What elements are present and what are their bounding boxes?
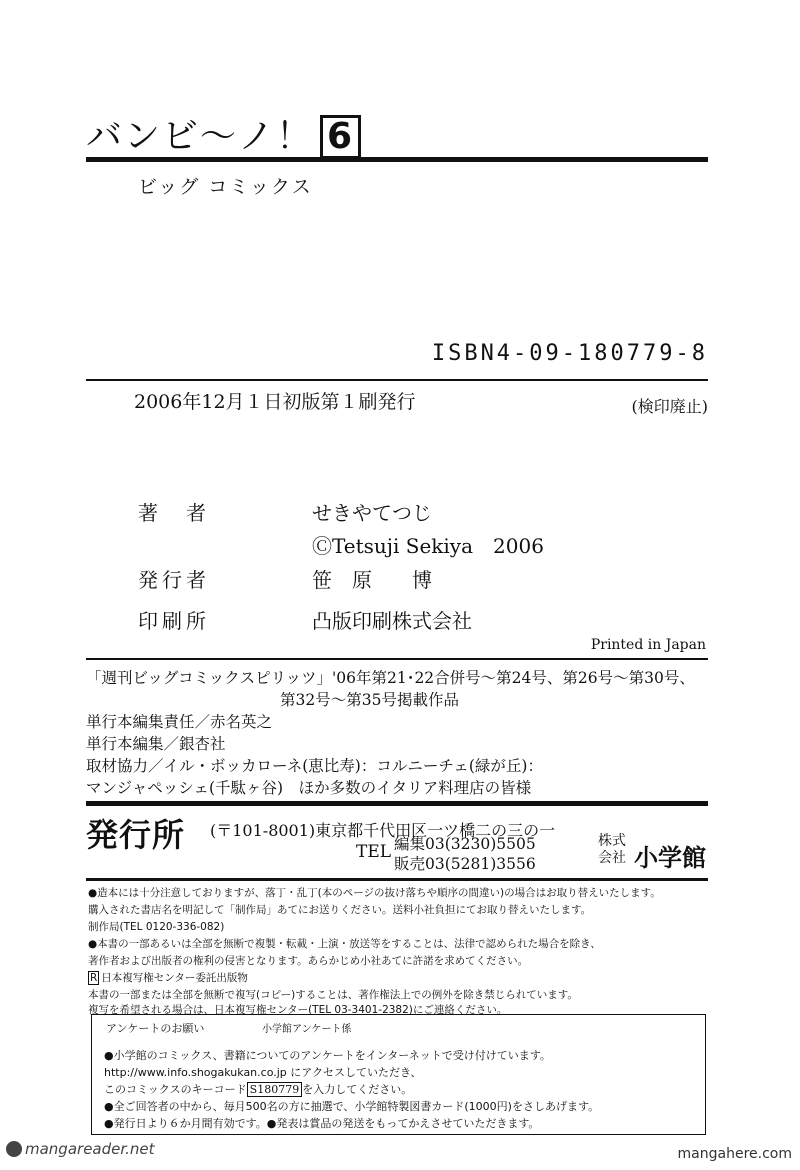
- research-cooperation-cont: マンジャペッシェ(千駄ヶ谷) ほか多数のイタリア料理店の皆様: [86, 779, 532, 797]
- keycode-suffix: を入力してください。: [302, 1083, 413, 1096]
- watermark-logo-icon: [6, 1141, 22, 1157]
- volume-number: 6: [320, 115, 361, 159]
- printer-name: 凸版印刷株式会社: [312, 609, 472, 633]
- printer-label: 印刷所: [138, 609, 210, 633]
- editor-in-charge: 単行本編集責任／赤名英之: [86, 713, 273, 731]
- copyright-notice-cont: 著作者および出版者の権利の侵害となります。あらかじめ小社あてに許諾を求めてください。: [88, 955, 529, 967]
- tel-sales: 販売03(5281)3556: [394, 855, 536, 873]
- publisher-name: 小学館: [634, 844, 706, 872]
- series-name: ビッグ コミックス: [138, 176, 313, 198]
- printed-rule: [86, 658, 708, 660]
- copyright-notice: ●本書の一部あるいは全部を無断で複製・転載・上演・放送等をすることは、法律で認められた場合を除き、: [88, 938, 601, 950]
- survey-title: アンケートのお願い: [106, 1022, 205, 1035]
- editorial-office: 単行本編集／銀杏社: [86, 735, 226, 753]
- first-edition-date: 2006年12月１日初版第１刷発行: [134, 391, 416, 413]
- production-contact: 制作局(TEL 0120-336-082): [88, 921, 225, 933]
- corporate-type: [598, 833, 626, 867]
- corporate-type-line2: 会社: [598, 850, 626, 866]
- copyright-line: ⒸTetsuji Sekiya 2006: [312, 534, 544, 558]
- photocopy-notice-cont: 複写を希望される場合は、日本複写権センター(TEL 03-3401-2382)にご連絡ください。: [88, 1004, 508, 1016]
- publisher-address: (〒101-8001)東京都千代田区一ツ橋二の三の一: [210, 821, 556, 840]
- serialization-info-cont: 第32号～第35号掲載作品: [280, 691, 459, 709]
- survey-keycode-line: [104, 1081, 412, 1097]
- publisher-person-label: 発行者: [138, 568, 210, 592]
- survey-box: [91, 1014, 706, 1135]
- isbn-rule: [86, 379, 708, 381]
- defect-notice-cont: 購入された書店名を明記して「制作局」あてにお送りください。送料小社負担にてお取り替えいたします。: [88, 904, 592, 916]
- publisher-heading: 発行所: [86, 816, 186, 854]
- defect-notice: ●造本には十分注意しておりますが、落丁・乱丁(本のページの抜け落ちや順序の間違い)の場合はお取り替えいたします。: [88, 887, 661, 899]
- photocopy-notice: 本書の一部または全部を無断で複写(コピー)することは、著作権法上での例外を除き禁じられています。: [88, 989, 578, 1001]
- watermark-left: [6, 1140, 155, 1158]
- survey-validity-line: ●発行日より６か月間有効です。●発表は賞品の発送をもってかえさせていただきます。: [104, 1117, 540, 1130]
- survey-line-1: ●小学館のコミックス、書籍についてのアンケートをインターネットで受け付けています。: [104, 1049, 551, 1062]
- author-name: せきやてつじ: [312, 501, 432, 525]
- research-cooperation: 取材協力／イル・ボッカローネ(恵比寿)：コルニーチェ(緑が丘)：: [86, 757, 543, 775]
- isbn: ISBN4-09-180779-8: [431, 341, 708, 366]
- survey-prize-line: ●全ご回答者の中から、毎月500名の方に抽選で、小学館特製図書カード(1000円)をさしあげます。: [104, 1100, 600, 1113]
- watermark-left-text: mangareader.net: [25, 1140, 155, 1158]
- seal-abolished-note: (検印廃止): [631, 397, 708, 416]
- survey-department: 小学館アンケート係: [262, 1024, 352, 1035]
- author-label: 著 者: [138, 501, 210, 525]
- book-title: [86, 108, 361, 159]
- publisher-bottom-rule: [86, 878, 708, 881]
- printed-in-japan: Printed in Japan: [590, 637, 706, 653]
- jrrc-text: 日本複写権センター委託出版物: [101, 972, 248, 984]
- keycode-prefix: このコミックスのキーコード: [104, 1083, 247, 1096]
- tel-label: TEL: [356, 842, 392, 862]
- jrrc-mark: R: [90, 972, 98, 984]
- survey-url-line: http://www.info.shogakukan.co.jp にアクセスしていただき、: [104, 1066, 422, 1079]
- book-title-text: バンビ～ノ！: [86, 116, 315, 157]
- watermark-right: mangahere.com: [677, 1146, 792, 1162]
- corporate-type-line1: 株式: [598, 833, 626, 849]
- jrrc-line: [88, 970, 248, 985]
- tel-editorial: 編集03(3230)5505: [394, 835, 536, 853]
- serialization-info: 「週刊ビッグコミックスピリッツ」'06年第21･22合併号～第24号、第26号～第30号、: [86, 669, 695, 687]
- keycode-box: S180779: [247, 1082, 303, 1097]
- publisher-person-name: 笹 原 博: [312, 568, 432, 592]
- publisher-top-rule: [86, 801, 708, 806]
- title-rule: [86, 157, 708, 162]
